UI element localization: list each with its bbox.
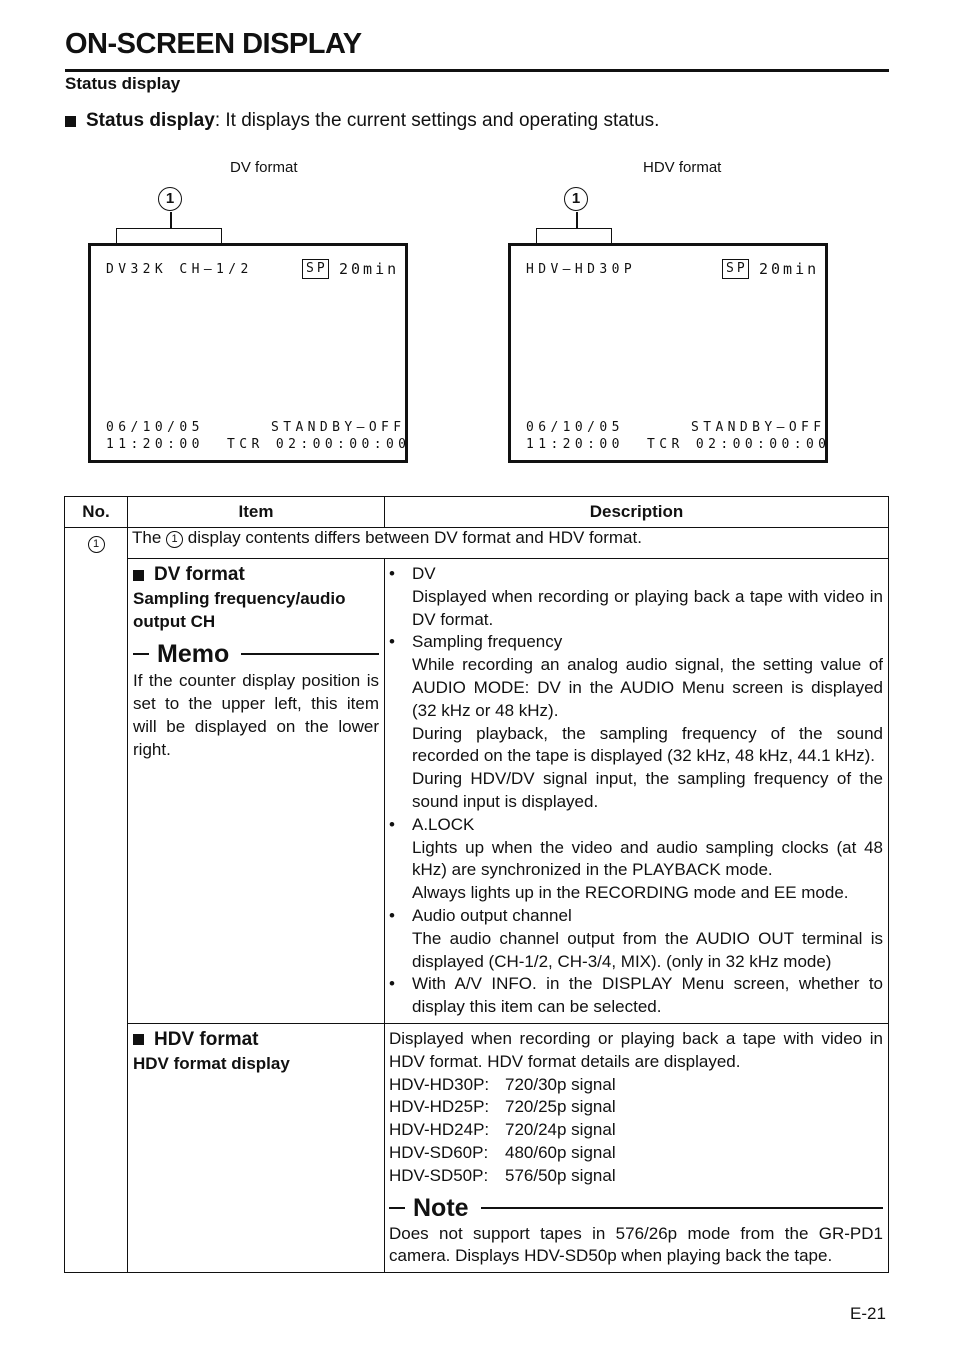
hdv-format-label: HDV format [643, 159, 722, 176]
hdv-remaining-text: 20min [759, 260, 820, 278]
hdv-counter-text: TCR 02:00:00:00 [647, 437, 831, 452]
span-text-before: The [132, 528, 167, 547]
square-bullet-icon [65, 116, 76, 127]
hdv-item-subtitle: HDV format display [133, 1053, 290, 1073]
bullet-body: During playback, the sampling frequency of the sound recorded on the tape is displayed (32 kHz, 48 kHz, 44.1 kHz). [412, 723, 883, 766]
bullet-title: • A.LOCK [412, 814, 475, 834]
intro-text: : It displays the current settings and operating status. [214, 110, 660, 131]
bullet-title: • Audio output channel [412, 905, 572, 925]
table-row [65, 1023, 889, 1272]
dv-item-title-text: DV format [154, 564, 245, 585]
header-no: No. [65, 497, 128, 528]
dv-sp-badge: SP [302, 259, 329, 279]
hdv-item-cell [128, 1023, 385, 1272]
bullet-title: • Sampling frequency [412, 632, 563, 652]
list-item [389, 814, 883, 905]
row-number-marker: 1 [88, 536, 105, 553]
table-header-row [65, 497, 889, 528]
format-desc: 720/30p signal [505, 1074, 616, 1094]
list-item [389, 631, 883, 813]
dv-item-title [133, 563, 379, 587]
memo-label: Memo [157, 640, 230, 668]
title-rule [65, 69, 889, 72]
hdv-status-text: STANDBY–OFF [691, 420, 826, 435]
table-row [65, 528, 889, 559]
dv-status-text: STANDBY–OFF [271, 420, 406, 435]
hdv-top-left-text: HDV–HD30P [526, 262, 637, 277]
page-number: E-21 [850, 1304, 886, 1323]
dv-remaining-text: 20min [339, 260, 400, 278]
format-row [389, 1142, 883, 1165]
intro-line [65, 110, 659, 132]
bullet-body: Displayed when recording or playing back a tape with video in DV format. [412, 586, 883, 629]
hdv-intro: Displayed when recording or playing back a tape with video in HDV format. HDV format details are displayed. [389, 1028, 883, 1071]
hdv-description-cell [385, 1023, 889, 1272]
bullet-title: • DV [412, 564, 436, 583]
dv-screen [88, 243, 411, 463]
dv-time-text: 11:20:00 [106, 437, 204, 452]
dv-item-cell [128, 559, 385, 1024]
dv-format-label: DV format [230, 159, 298, 176]
list-item [389, 563, 883, 631]
dv-marker-circle: 1 [158, 187, 182, 211]
span-text-after: display contents differs between DV format and HDV format. [183, 528, 642, 547]
square-bullet-icon [133, 570, 144, 581]
hdv-time-text: 11:20:00 [526, 437, 624, 452]
note-dash [389, 1207, 405, 1209]
bullet-body: Lights up when the video and audio sampling clocks (at 48 kHz) are synchronized in the PLAYBACK mode. [412, 837, 883, 880]
format-code: HDV-HD30P: [389, 1074, 490, 1094]
format-desc: 576/50p signal [505, 1165, 616, 1185]
note-rule [481, 1207, 883, 1209]
dv-top-left-text: DV32K CH–1/2 [106, 262, 253, 277]
bullet-body: The audio channel output from the AUDIO OUT terminal is displayed (CH-1/2, CH-3/4, MIX). (only in 32 kHz mode) [412, 928, 883, 971]
hdv-marker-circle: 1 [564, 187, 588, 211]
dv-item-subtitle: Sampling frequency/audio output CH [133, 589, 346, 631]
list-item [389, 973, 883, 1019]
format-code: HDV-SD60P: [389, 1142, 489, 1162]
section-subtitle: Status display [65, 74, 181, 93]
table-row [65, 559, 889, 1024]
dv-marker-stem [170, 212, 172, 228]
memo-text: If the counter display position is set to the upper left, this item will be displayed on the lower right. [133, 671, 379, 759]
dv-description-cell [385, 559, 889, 1024]
bullet-body: During HDV/DV signal input, the sampling frequency of the sound input is displayed. [412, 769, 883, 811]
header-item: Item [128, 497, 385, 528]
bullet-body: While recording an analog audio signal, the setting value of AUDIO MODE: DV in the AUDIO Menu screen is displayed (32 kHz or 48 kHz). [412, 655, 883, 720]
hdv-sp-badge: SP [722, 259, 749, 279]
format-code: HDV-HD25P: [389, 1097, 490, 1117]
format-row [389, 1165, 883, 1188]
description-table [64, 496, 889, 1273]
note-text: Does not support tapes in 576/26p mode from the GR-PD1 camera. Displays HDV-SD50p when playing back the tape. [389, 1223, 883, 1266]
list-item [389, 905, 883, 973]
dv-counter-text: TCR 02:00:00:00 [227, 437, 411, 452]
format-row [389, 1074, 883, 1097]
format-desc: 480/60p signal [505, 1142, 616, 1162]
format-row [389, 1096, 883, 1119]
intro-label: Status display [86, 110, 215, 131]
span-marker: 1 [166, 531, 183, 548]
memo-heading [133, 639, 379, 669]
bullet-body: Always lights up in the RECORDING mode and EE mode. [412, 883, 849, 903]
format-code: HDV-HD24P: [389, 1120, 490, 1140]
format-row [389, 1119, 883, 1142]
span-note-cell [128, 528, 889, 559]
hdv-item-title-text: HDV format [154, 1028, 259, 1050]
hdv-marker-stem [576, 212, 578, 228]
row-number-cell [65, 528, 128, 1273]
note-heading [389, 1193, 883, 1223]
page-title: ON-SCREEN DISPLAY [65, 28, 362, 60]
dv-bullet-list [389, 563, 883, 1019]
hdv-item-title [133, 1028, 379, 1052]
memo-rule [241, 653, 379, 655]
format-code: HDV-SD50P: [389, 1165, 489, 1185]
hdv-screen [508, 243, 831, 463]
hdv-date-text: 06/10/05 [526, 420, 624, 435]
square-bullet-icon [133, 1034, 144, 1045]
memo-dash [133, 653, 149, 655]
header-description: Description [385, 497, 889, 528]
bullet-title: • With A/V INFO. in the DISPLAY Menu screen, whether to display this item can be selected. [412, 974, 883, 1017]
dv-date-text: 06/10/05 [106, 420, 204, 435]
format-desc: 720/25p signal [505, 1097, 616, 1117]
note-label: Note [413, 1193, 469, 1222]
format-desc: 720/24p signal [505, 1120, 616, 1140]
